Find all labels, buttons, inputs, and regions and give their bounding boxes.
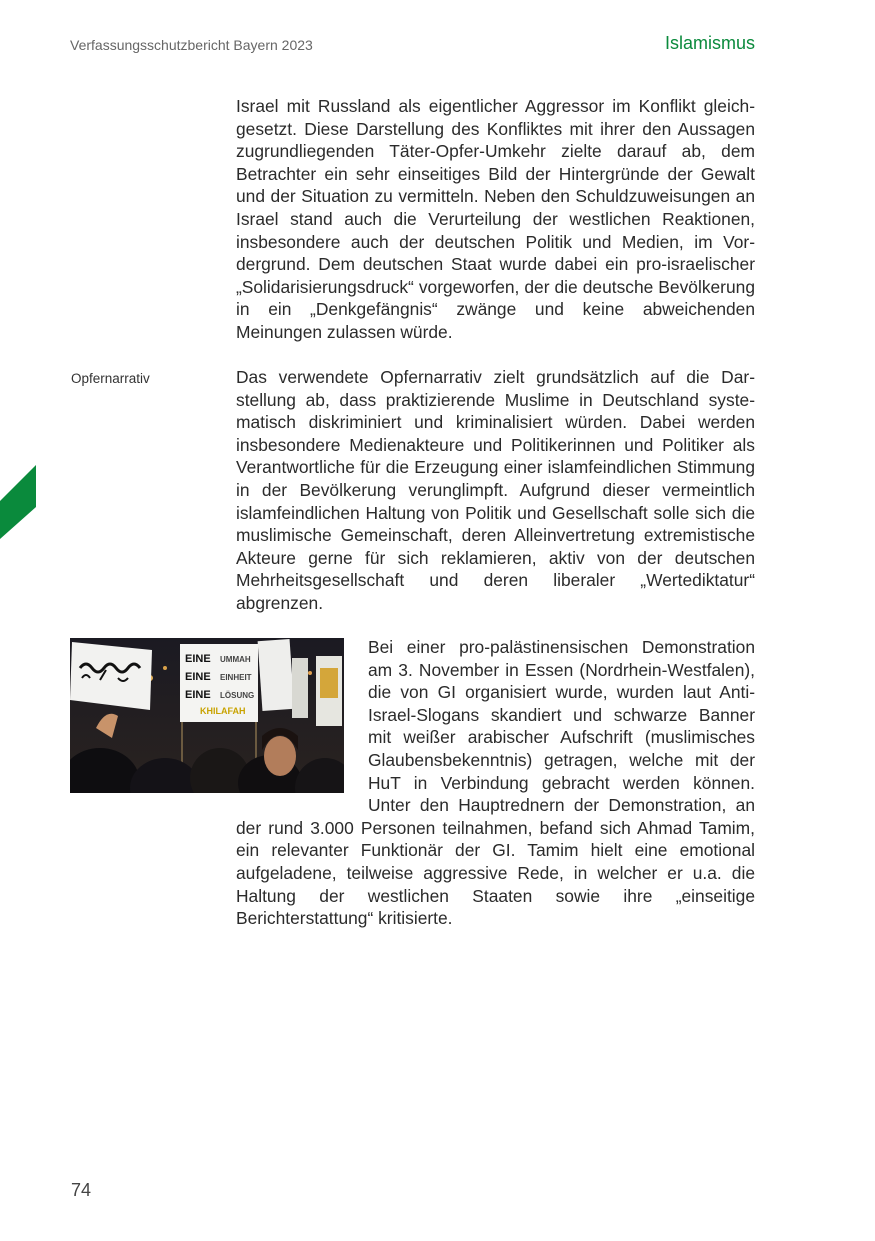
section-title: Islamismus xyxy=(664,33,755,53)
sign-bottom: KHILAFAH xyxy=(200,706,246,716)
sign-left-3: EINE xyxy=(185,689,211,701)
body-paragraph-2: Das verwendete Opfernarrativ zielt grundsätzlich auf die Darstellung ab, dass praktizierende Muslime in Deutschland systematisch diskriminiert und kriminalisiert würden. Dabei werden insbesondere Medienakteure und Politikerinnen und Politiker als Verantwortliche für die Erzeugung einer islamfeindlichen Stimmung in der Bevölkerung verunglimpft. Aufgrund dieser vermeintlich islamfeindlichen Haltung von Politik und Gesellschaft solle sich die muslimische Gemeinschaft, deren Alleinvertretung extremistische Akteure gerne für sich reklamieren, aktiv von der deutschen Mehrheitsgesellschaft und deren liberaler „Wertediktatur“ abgrenzen. xyxy=(236,367,755,613)
page-number: 74 xyxy=(71,1180,92,1200)
photo-float-spacer xyxy=(236,636,368,813)
chapter-marker-tab xyxy=(0,465,36,539)
running-header-left: Verfassungsschutzbericht Bayern 2023 xyxy=(70,37,313,53)
body-paragraph-3: Bei einer pro-palästinensischen Demonstration am 3. November in Essen (Nordrhein-Westfalen), die von GI organisiert wurde, wurden laut Anti-Israel-Slogans skandiert und schwarze Banner mit weißer arabischer Aufschrift (muslimisches Glaubensbekenntnis) getragen, welche mit der HuT in Verbindung gebracht werden können. Unter den Hauptrednern der Demonstration, an der rund 3.000 Personen teilnahmen, befand sich Ahmad Tamim, ein relevanter Funktionär der GI. Tamim hielt eine emotional aufgeladene, teilweise aggressive Rede, in welcher er u.a. die Haltung der westlichen Staaten sowie ihre „einseitige Berichterstattung“ kritisierte. xyxy=(236,637,755,929)
margin-label-opfernarrativ: Opfernarrativ xyxy=(71,371,150,386)
sign-left-1: EINE xyxy=(185,653,211,665)
sign-right-3: LÖSUNG xyxy=(220,691,255,700)
body-paragraph-3-container xyxy=(236,636,755,930)
body-paragraph-1: Israel mit Russland als eigentlicher Aggressor im Konflikt gleichgesetzt. Diese Darstellung des Konfliktes mit ihrer den Aussagen zugrundliegenden Täter-Opfer-Umkehr zielte darauf ab, dem Betrachter ein sehr einseitiges Bild der Hintergründe der Gewalt und der Situation zu vermitteln. Neben den Schuldzuweisungen an Israel stand auch die Verurteilung der westlichen Reaktionen, insbesondere auch der deutschen Politik und Medien, im Vordergrund. Dem deutschen Staat wurde dabei ein pro-israelischer „Solidarisierungsdruck“ vorgeworfen, der die deutsche Bevölkerung in ein „Denkgefängnis“ zwänge und keine abweichenden Meinungen zulassen würde. xyxy=(236,96,755,342)
sign-left-2: EINE xyxy=(185,671,211,683)
sign-right-2: EINHEIT xyxy=(220,673,252,682)
sign-right-1: UMMAH xyxy=(220,655,251,664)
